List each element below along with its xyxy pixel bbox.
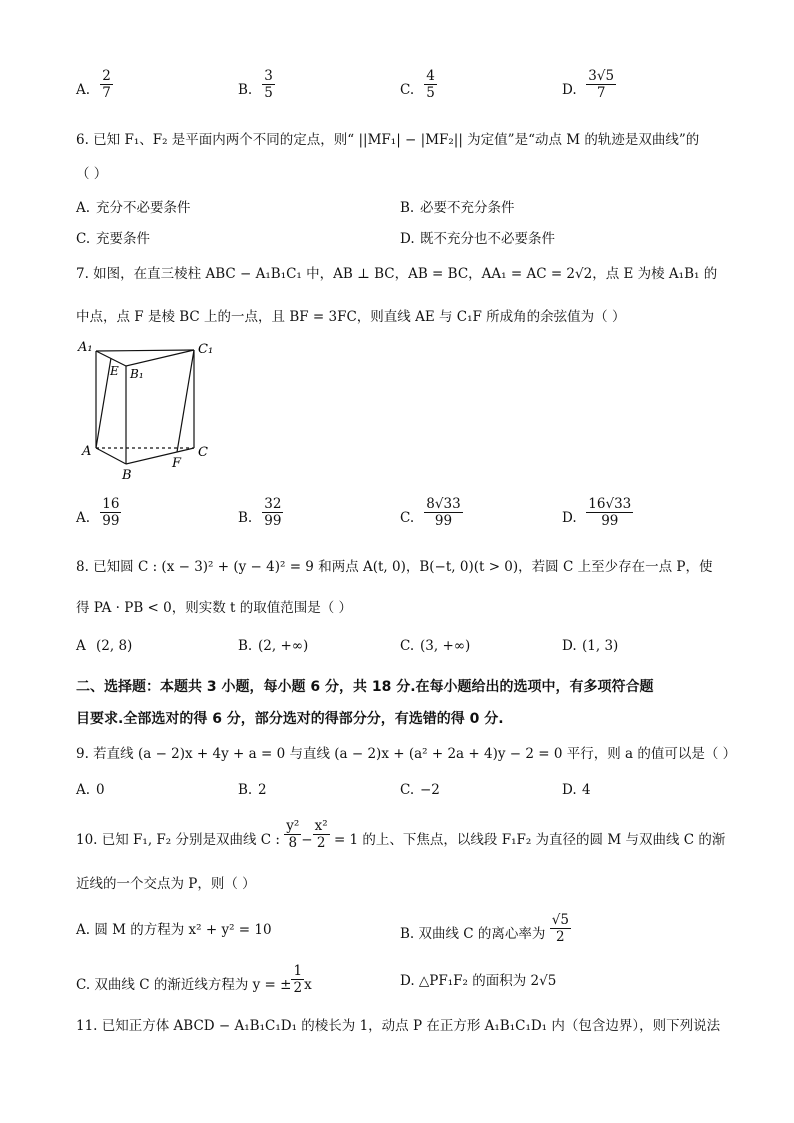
q6-option-c: C. 充要条件 xyxy=(76,231,150,247)
q6-option-b: B. 必要不充分条件 xyxy=(400,200,515,216)
q7-option-a: A. $\frac{16}{99}$ xyxy=(76,496,120,529)
q9-stem: 9. 若直线 (a − 2)x + 4y + a = 0 与直线 (a − 2)x + (a² + 2a + 4)y − 2 = 0 平行，则 a 的值可以是（ ） xyxy=(76,746,737,762)
q5-option-c: C. $\frac{4}{5}$ xyxy=(400,68,435,101)
label-a: A xyxy=(82,444,92,459)
q6-stem-line1: 6. 已知 F₁、F₂ 是平面内两个不同的定点，则“ ||MF₁| − |MF₂|| 为定值”是“动点 M 的轨迹是双曲线”的 xyxy=(76,132,700,148)
label-f: F xyxy=(172,456,182,471)
q7-stem-line1: 7. 如图，在直三棱柱 ABC − A₁B₁C₁ 中，AB ⊥ BC，AB = BC，AA₁ = AC = 2√2，点 E 为棱 A₁B₁ 的 xyxy=(76,266,718,282)
q9-option-d: D. 4 xyxy=(562,782,591,798)
q7-option-b: B. $\frac{32}{99}$ xyxy=(238,496,282,529)
q7-option-c: C. $\frac{8√33}{99}$ xyxy=(400,496,461,529)
q8-option-a: A (2, 8) xyxy=(76,638,133,654)
label-e: E xyxy=(110,364,119,378)
q8-stem-line2: 得 PA · PB < 0，则实数 t 的取值范围是（ ） xyxy=(76,600,353,616)
q10-option-c: C. 双曲线 C 的渐近线方程为 y = ± $\frac{1}{2}$ x xyxy=(76,963,312,996)
q9-option-a: A. 0 xyxy=(76,782,105,798)
label-b1: B₁ xyxy=(130,367,144,381)
q6-option-d: D. 既不充分也不必要条件 xyxy=(400,231,555,247)
q11-stem-line1: 11. 已知正方体 ABCD − A₁B₁C₁D₁ 的棱长为 1，动点 P 在正方形 A₁B₁C₁D₁ 内（包含边界），则下列说法 xyxy=(76,1018,721,1034)
q8-option-c: C. (3, +∞) xyxy=(400,638,471,654)
q5-option-b: B. $\frac{3}{5}$ xyxy=(238,68,273,101)
q10-stem-line1: 10. 已知 F₁, F₂ 分别是双曲线 C : $\frac{\text{y²}}{8}$ − $\frac{\text{x²}}{2}$ = 1 的上、下焦点，以线段 F₁F₂ 为直径的圆 M 与双曲线 C 的渐 xyxy=(76,818,726,851)
q6-stem-line2: （ ） xyxy=(76,166,108,182)
q9-option-b: B. 2 xyxy=(238,782,267,798)
section2-heading-line1: 二、选择题：本题共 3 小题，每小题 6 分，共 18 分.在每小题给出的选项中，有多项符合题 xyxy=(76,679,654,695)
q10-option-d: D. △PF₁F₂ 的面积为 2√5 xyxy=(400,973,557,989)
q10-option-a: A. 圆 M 的方程为 x² + y² = 10 xyxy=(76,922,272,938)
section2-heading-line2: 目要求.全部选对的得 6 分，部分选对的得部分分，有选错的得 0 分. xyxy=(76,711,504,727)
q7-option-d: D. $\frac{16√33}{99}$ xyxy=(562,496,632,529)
q6-option-a: A. 充分不必要条件 xyxy=(76,200,191,216)
q5-option-a: A. $\frac{2}{7}$ xyxy=(76,68,111,101)
label-b: B xyxy=(122,468,132,483)
label-c1: C₁ xyxy=(198,342,214,357)
prism-figure xyxy=(76,336,226,486)
q9-option-c: C. −2 xyxy=(400,782,440,798)
q10-option-b: B. 双曲线 C 的离心率为 $\frac{√5}{2}$ xyxy=(400,912,569,945)
q7-stem-line2: 中点，点 F 是棱 BC 上的一点，且 BF = 3FC，则直线 AE 与 C₁F 所成角的余弦值为（ ） xyxy=(76,309,626,325)
label-a1: A₁ xyxy=(78,340,93,355)
q8-stem-line1: 8. 已知圆 C : (x − 3)² + (y − 4)² = 9 和两点 A(t, 0)，B(−t, 0)(t > 0)，若圆 C 上至少存在一点 P，使 xyxy=(76,559,713,575)
q8-option-b: B. (2, +∞) xyxy=(238,638,309,654)
q8-option-d: D. (1, 3) xyxy=(562,638,619,654)
q5-option-d: D. $\frac{3√5}{7}$ xyxy=(562,68,615,101)
q10-stem-line2: 近线的一个交点为 P，则（ ） xyxy=(76,876,256,892)
label-c: C xyxy=(198,445,208,460)
